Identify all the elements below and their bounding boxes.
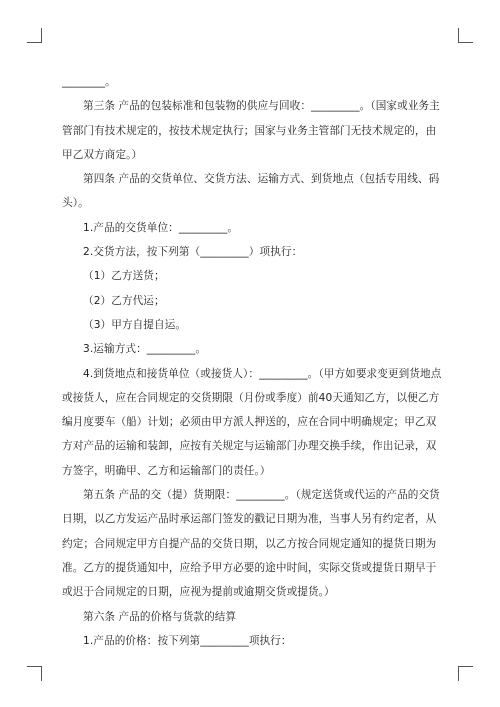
paragraph: 第五条 产品的交（提）货期限：_________。（规定送货或代运的产品的交货日期，以乙方发运产品时承运部门签发的戳记日期为准，当事人另有约定者，从约定；合同规定甲方自提产品的交货日期，以乙方按合同规定通知的提货日期为准。乙方的提货通知中，应给予甲方必要的途中时间，实际交货或提货日期早于或迟于合同规定的日期，应视为提前或逾期交货或提货。）	[62, 489, 440, 599]
crop-mark-top-right	[458, 28, 473, 43]
document-body	[62, 70, 444, 653]
crop-mark-bottom-right	[458, 666, 473, 681]
paragraph: 第三条 产品的包装标准和包装物的供应与回收：_________。（国家或业务主管部门有技术规定的，按技术规定执行；国家与业务主管部门无技术规定的，由甲乙双方商定。）	[62, 100, 440, 161]
paragraph: 3.运输方式：_________。	[83, 343, 207, 356]
paragraph: 4.到货地点和接货单位（或接货人）：_________。（甲方如要求变更到货地点或接货人，应在合同规定的交货期限（月份或季度）前40天通知乙方，以便乙方编月度要车（船）计划；必须由甲方派人押送的，应在合同中明确规定；甲乙双方对产品的运输和装卸，应按有关规定与运输部门办理交换手续，作出记录，双方签字，明确甲、乙方和运输部门的责任。）	[62, 367, 442, 477]
paragraph: 第四条 产品的交货单位、交货方法、运输方式、到货地点（包括专用线、码头）。	[62, 173, 440, 210]
crop-mark-top-left	[27, 28, 42, 43]
crop-mark-bottom-left	[27, 666, 42, 681]
paragraph: 1.产品的交货单位：_________。	[83, 221, 239, 234]
paragraph: 2.交货方法，按下列第（_________）项执行：	[83, 246, 303, 259]
paragraph: 1.产品的价格：按下列第_________项执行：	[83, 634, 292, 647]
paragraph: （2）乙方代运；	[83, 294, 165, 307]
paragraph: 第六条 产品的价格与货款的结算	[83, 610, 237, 623]
paragraph: ________。	[62, 76, 116, 88]
paragraph: （1）乙方送货；	[83, 270, 165, 283]
paragraph: （3）甲方自提自运。	[83, 318, 187, 331]
